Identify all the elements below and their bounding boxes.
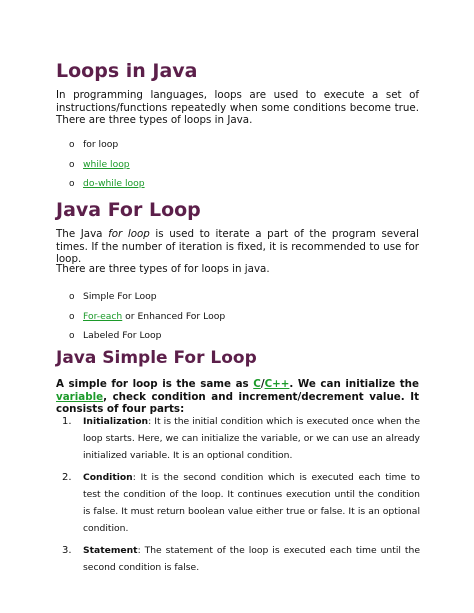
list-item — [56, 413, 420, 464]
bullet-icon: o — [69, 331, 75, 341]
list-item — [56, 311, 225, 331]
for-type-label: Simple For Loop — [83, 291, 157, 302]
bullet-icon: o — [69, 140, 75, 150]
text-run: , check condition and increment/decrement value. It consists of four parts: — [56, 390, 419, 416]
page-title: Loops in Java — [56, 60, 198, 82]
while-loop-link[interactable]: while loop — [83, 158, 130, 170]
text-run: The Java — [56, 228, 109, 240]
for-loop-emphasis: for loop — [108, 228, 150, 240]
bullet-icon: o — [69, 159, 75, 170]
cpp-link[interactable]: C++ — [264, 378, 290, 390]
part-term: Statement — [83, 545, 138, 556]
list-item — [56, 330, 225, 350]
c-link[interactable]: C — [253, 378, 261, 390]
text-run: A simple for loop is the same as — [56, 378, 254, 390]
for-type-label: or Enhanced For Loop — [122, 310, 226, 322]
do-while-loop-link[interactable]: do-while loop — [83, 178, 145, 189]
simple-for-paragraph — [56, 378, 419, 416]
intro-paragraph: In programming languages, loops are used to execute a set of instructions/functions repeatedly when some conditions become true. There are three types of loops in Java. — [56, 89, 419, 127]
simple-for-heading: Java Simple For Loop — [56, 348, 257, 368]
item-number: 2. — [62, 472, 72, 483]
for-each-link[interactable]: For-each — [83, 310, 123, 322]
for-loop-paragraph — [56, 228, 419, 266]
list-item[interactable] — [56, 178, 145, 198]
for-loop-heading: Java For Loop — [56, 199, 201, 221]
list-item[interactable] — [56, 159, 145, 179]
part-desc: : It is the second condition which is executed each time to test the condition of the loop. It continues execution until the condition is false. It must return boolean value either true or false. It is an optional condition. — [83, 472, 420, 534]
variable-link[interactable]: variable — [56, 390, 104, 403]
list-item — [56, 542, 420, 576]
text-run: / — [260, 378, 265, 390]
part-desc: : The statement of the loop is executed each time until the second condition is false. — [83, 545, 420, 573]
parts-list — [56, 413, 420, 581]
item-number: 1. — [62, 416, 72, 427]
bullet-icon: o — [69, 311, 75, 322]
text-run: . We can initialize the — [289, 378, 419, 390]
text-run: is used to iterate a part of the program several times. If the number of iteration is fixed, it is recommended to use for loop. — [56, 228, 419, 266]
part-desc: : It is the initial condition which is executed once when the loop starts. Here, we can initialize the variable, or we can use an already initialized variable. It is an optional condition. — [83, 416, 420, 461]
part-term: Condition — [83, 472, 133, 483]
loop-types-list — [56, 139, 145, 198]
for-types-intro: There are three types of for loops in java. — [56, 263, 270, 275]
list-item — [56, 139, 145, 159]
item-number: 3. — [62, 545, 72, 556]
list-item — [56, 291, 225, 311]
for-type-label: Labeled For Loop — [83, 330, 162, 341]
for-types-list — [56, 291, 225, 350]
list-item — [56, 469, 420, 537]
bullet-icon: o — [69, 292, 75, 302]
part-term: Initialization — [83, 416, 149, 427]
loop-type-label: for loop — [83, 139, 119, 150]
bullet-icon: o — [69, 179, 75, 189]
